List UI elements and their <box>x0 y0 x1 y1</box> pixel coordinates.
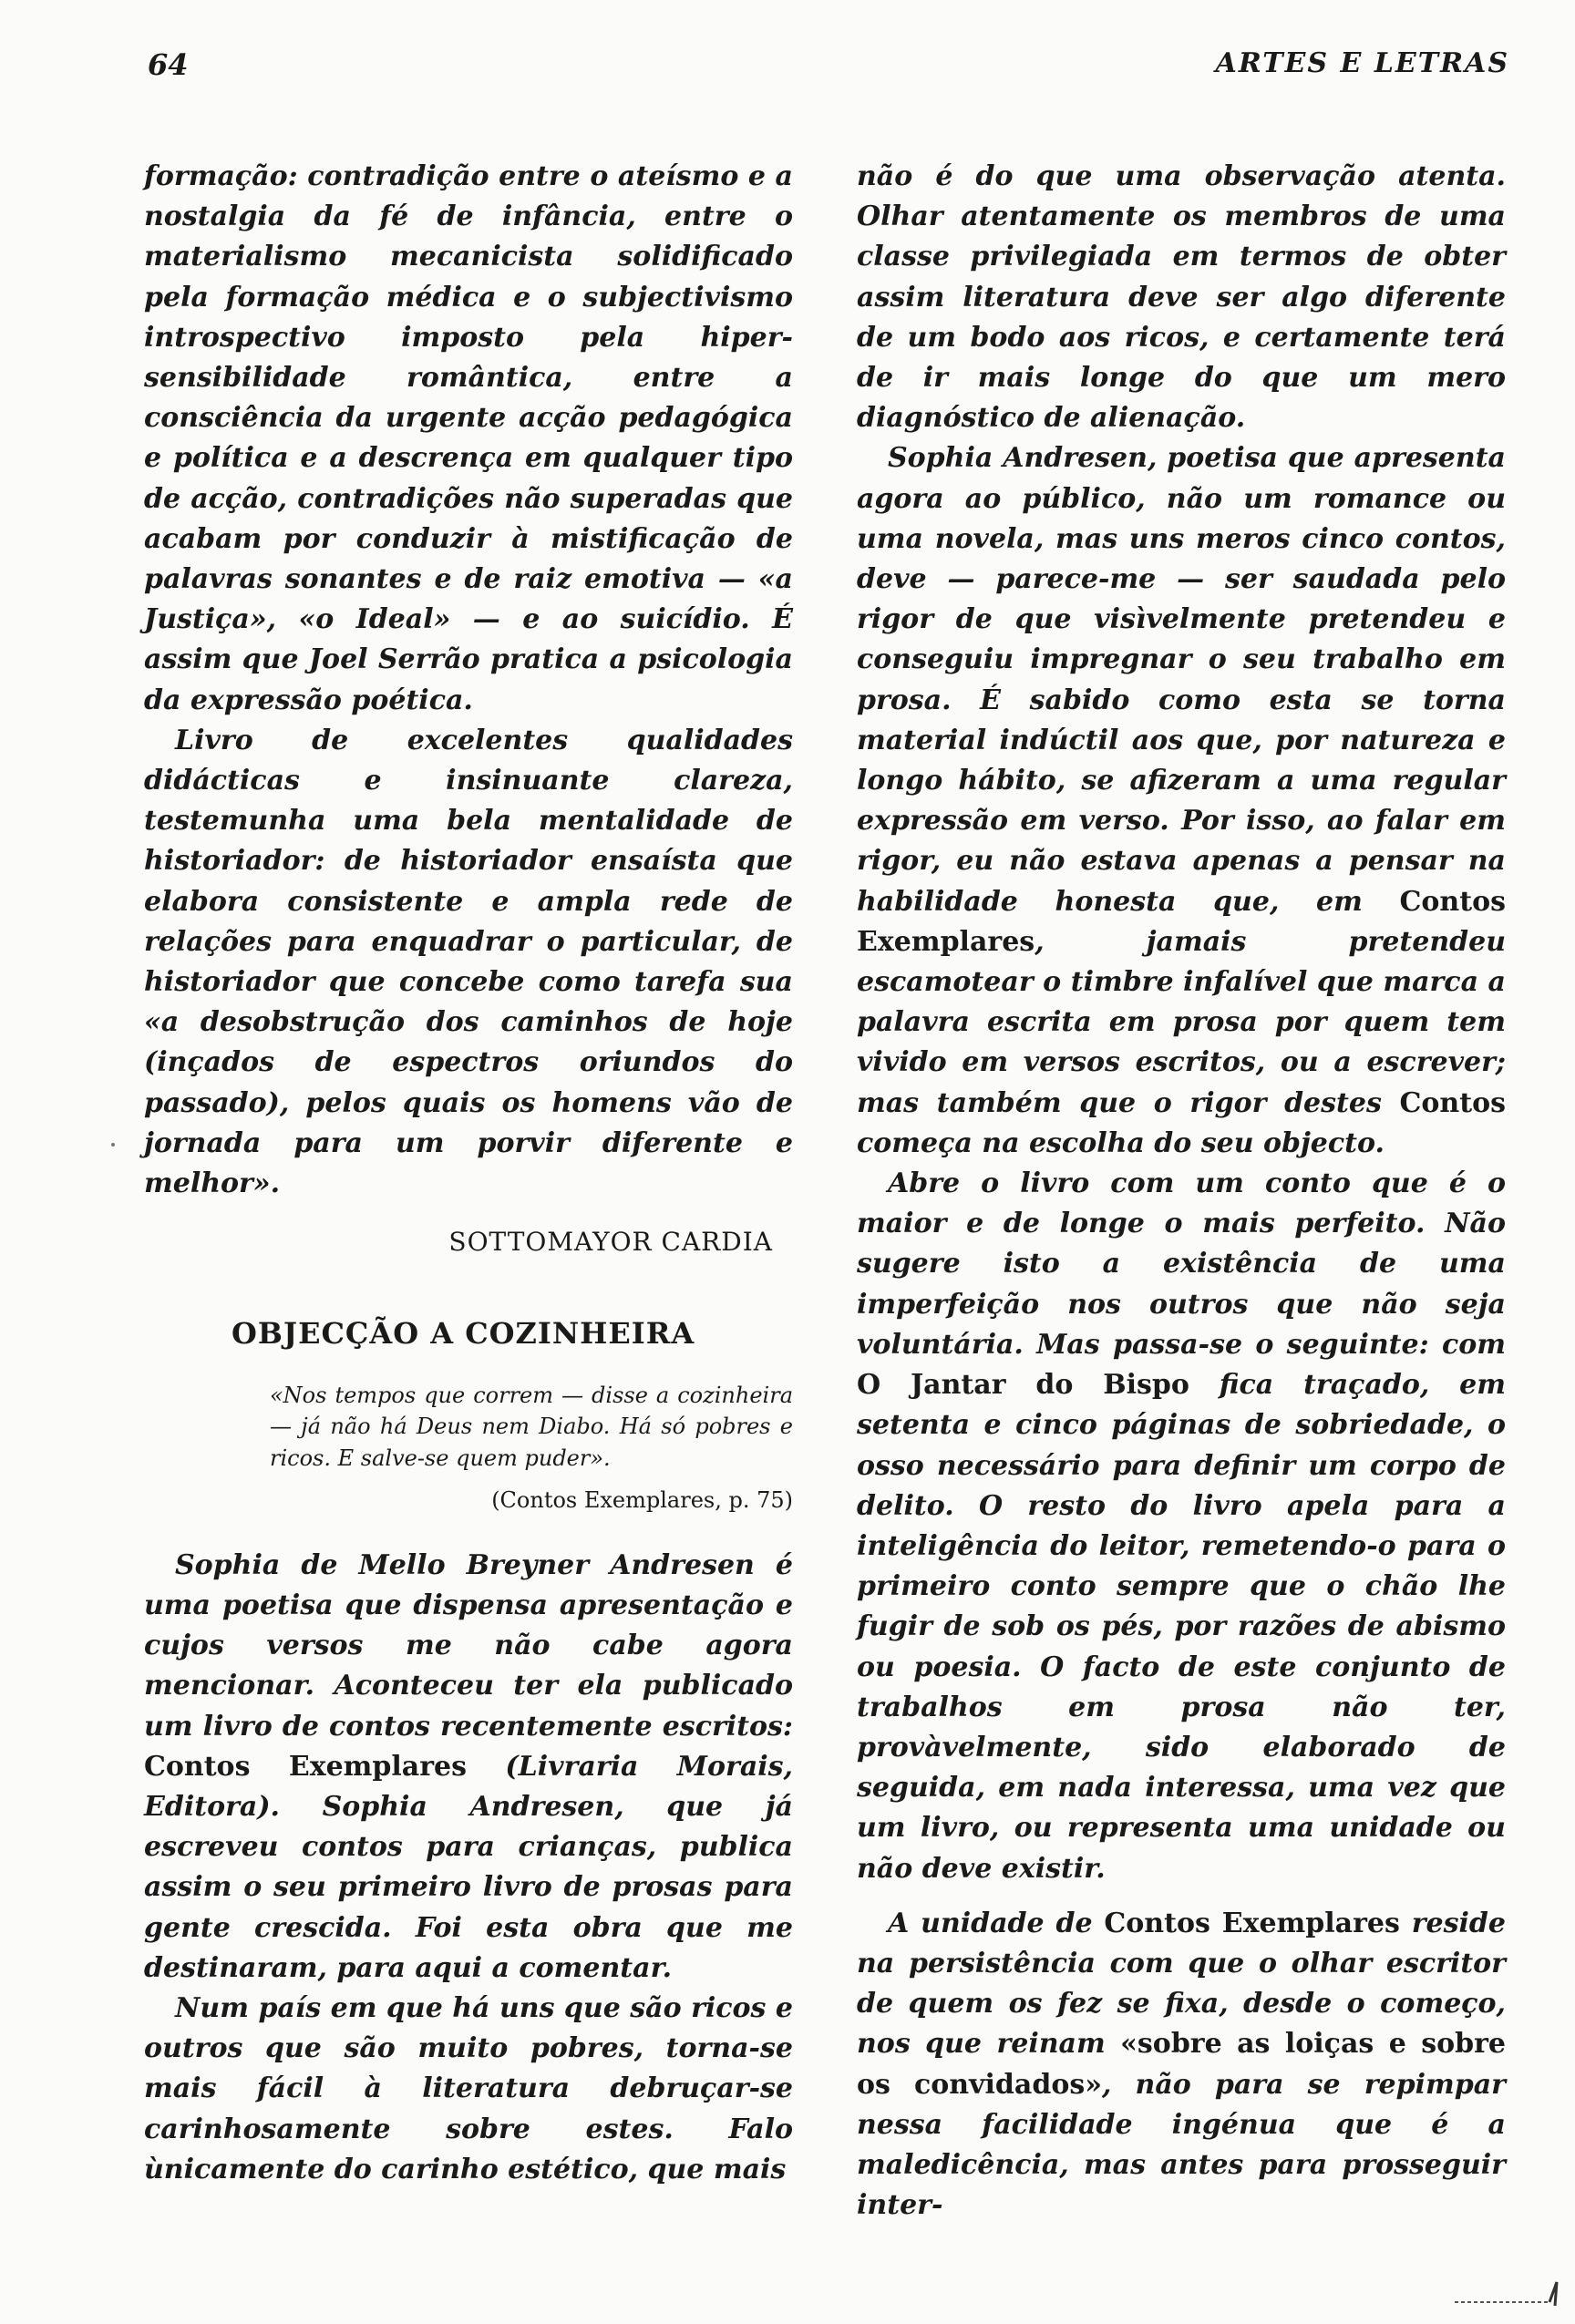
paragraph <box>144 1546 793 1989</box>
book-title: Contos Exemplares <box>1104 1907 1400 1939</box>
text-run: , jamais pretendeu escamotear o timbre infalível que marca a palavra escrita em prosa por quem tem vivido em versos escritos, ou a escrever; mas também que o rigor destes <box>857 925 1506 1119</box>
paragraph <box>857 1904 1506 2226</box>
text-run: Abre o livro com um conto que é o maior e de longe o mais perfeito. Não sugere isto a existência de uma imperfeição nos outros que não seja voluntária. Mas passa-se o seguinte: com <box>857 1167 1506 1361</box>
page-number: 64 <box>148 47 189 82</box>
running-head: ARTES E LETRAS <box>1215 47 1509 79</box>
scan-speck <box>111 1143 115 1147</box>
text-run: A unidade de <box>888 1907 1093 1939</box>
paragraph <box>857 1164 1506 1889</box>
section-title: OBJECÇÃO A COZINHEIRA <box>232 1316 695 1352</box>
review-signature: SOTTOMAYOR CARDIA <box>448 1227 773 1258</box>
text-run: reside na persistência com que o olhar escritor de quem os fez se fixa, desde o começo, nos que reinam <box>857 1907 1506 2061</box>
text-run: Sophia de Mello Breyner Andresen é uma poetisa que dispensa apresentação e cujos versos me não cabe agora mencionar. Aconteceu ter ela publicado um livro de contos recentemente escritos: <box>144 1548 793 1743</box>
left-column <box>144 157 793 2190</box>
paragraph: formação: contradição entre o ateísmo e a nostalgia da fé de infância, entre o materialismo mecanicista solidificado pela formação médica e o subjectivismo introspectivo imposto pela hiper-sensibilidade romântica, entre a consciência da urgente acção pedagógica e política e a descrença em qualquer tipo de acção, contradições não superadas que acabam por conduzir à mistificação de palavras sonantes e de raiz emotiva — «a Justiça», «o Ideal» — e ao suicídio. É assim que Joel Serrão pratica a psicologia da expressão poética. <box>144 160 793 716</box>
text-run: Sophia Andresen, poetisa que apresenta agora ao público, não um romance ou uma novela, mas uns meros cinco contos, deve — parece-me — ser saudada pelo rigor de que visìvelmente pretendeu e conseguiu impregnar o seu trabalho em prosa. É sabido como esta se torna material indúctil aos que, por natureza e longo hábito, se afizeram a uma regular expressão em verso. Por isso, ao falar em rigor, eu não estava apenas a pensar na habilidade honesta que, em <box>857 442 1506 918</box>
right-column <box>857 157 1506 2226</box>
paragraph: Livro de excelentes qualidades didácticas e insinuante clareza, testemunha uma bela mentalidade de historiador: de historiador ensaísta que elabora consistente e ampla rede de relações para enquadrar o particular, de historiador que concebe como tarefa sua «a desobstrução dos caminhos de hoje (inçados de espectros oriundos do passado), pelos quais os homens vão de jornada para um porvir diferente e melhor». <box>144 724 793 1200</box>
book-title: Contos Exemplares <box>144 1750 468 1783</box>
epigraph: «Nos tempos que correm — disse a cozinheira — já não há Deus nem Diabo. Há só pobres e ricos. E salve-se quem puder». <box>270 1382 793 1471</box>
text-run: , não para se repimpar nessa facilidade ingénua que é a maledicência, mas antes para prosseguir inter- <box>857 2068 1506 2222</box>
quotation: «sobre as loiças e sobre os convidados» <box>857 2028 1506 2101</box>
text-run: começa na escolha do seu objecto. <box>857 1126 1385 1159</box>
text-run: (Livraria Morais, Editora). Sophia Andresen, que já escreveu contos para crianças, publica assim o seu primeiro livro de prosas para gente crescida. Foi esta obra que me destinaram, para aqui a comentar. <box>144 1750 794 1984</box>
paragraph: Num país em que há uns que são ricos e outros que são muito pobres, torna-se mais fácil à literatura debruçar-se carinhosamente sobre estes. Falo ùnicamente do carinho estético, que mais <box>144 1991 793 2185</box>
book-title: Contos <box>1399 1086 1506 1119</box>
text-run: fica traçado, em setenta e cinco páginas de sobriedade, o osso necessário para definir um corpo de delito. O resto do livro apela para a inteligência do leitor, remetendo-o para o primeiro conto sempre que o chão lhe fugir de sob os pés, por razões de abismo ou poesia. O facto de este conjunto de trabalhos em prosa não ter, provàvelmente, sido elaborado de seguida, em nada interessa, uma vez que um livro, ou representa uma unidade ou não deve existir. <box>857 1369 1506 1885</box>
epigraph-source: (Contos Exemplares, p. 75) <box>491 1487 793 1514</box>
paragraph <box>857 438 1506 1164</box>
story-title: O Jantar do Bispo <box>857 1369 1189 1402</box>
paragraph: não é do que uma observação atenta. Olhar atentamente os membros de uma classe privilegiada em termos de obter assim literatura deve ser algo diferente de um bodo aos ricos, e certamente terá de ir mais longe do que um mero diagnóstico de alienação. <box>857 160 1506 435</box>
page-header <box>148 47 1509 87</box>
scan-corner-mark <box>1455 2275 1564 2311</box>
book-title: Contos Exemplares <box>857 885 1506 958</box>
